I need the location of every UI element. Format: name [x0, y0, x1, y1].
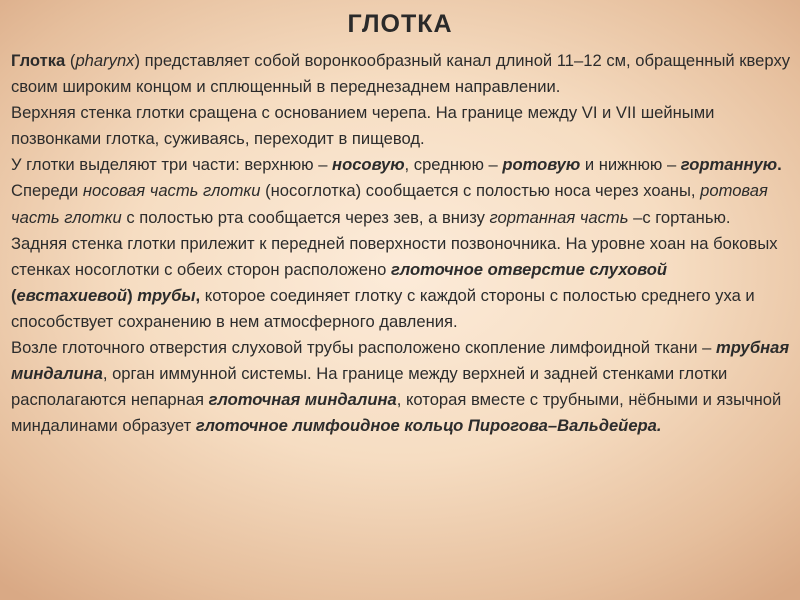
text-segment: Задняя стенка глотки прилежит к передней поверхности позвоночника. На уровне хоан на боковых стенках носоглотки с обеих сторон расположено	[11, 233, 778, 279]
text-segment: которое соединяет глотку с каждой стороны с полостью среднего уха и способствует сохранению в нем атмосферного давления.	[11, 285, 755, 331]
text-segment: Верхняя стенка глотки сращена с основанием черепа. На границе между VI и VII шейными позвонками глотка, суживаясь, переходит в пищевод.	[11, 103, 715, 149]
paragraph	[11, 335, 791, 439]
text-segment: .	[777, 155, 782, 175]
text-segment: ротовая часть глотки	[11, 181, 768, 227]
paragraph	[11, 100, 791, 152]
paragraph	[11, 231, 791, 335]
text-segment: евстахиевой	[16, 285, 128, 305]
text-segment: и нижнюю –	[580, 155, 681, 175]
text-segment: глоточная миндалина	[208, 390, 397, 410]
text-segment: , которая вместе с трубными, нёбными и язычной миндалинами образует	[11, 390, 782, 436]
text-segment: трубы	[137, 285, 196, 305]
text-segment: , орган иммунной системы. На границе между верхней и задней стенками глотки располагаются непарная	[11, 364, 728, 410]
text-segment: носовая часть глотки	[82, 181, 261, 201]
paragraph	[11, 48, 791, 100]
text-segment: Глотка	[11, 51, 66, 70]
text-segment: , среднюю –	[404, 155, 503, 175]
text-segment: трубная миндалина	[11, 338, 790, 384]
text-segment: Возле глоточного отверстия слуховой трубы расположено скопление лимфоидной ткани –	[11, 338, 716, 358]
text-segment: носовую	[332, 155, 405, 175]
paragraph	[11, 178, 791, 230]
text-segment: гортанную	[680, 155, 778, 175]
text-segment: ) представляет собой воронкообразный канал длиной 11–12 см, обращенный кверху своим широким концом и сплющенный в переднезаднем направлении.	[11, 51, 791, 97]
text-segment: ротовую	[502, 155, 581, 175]
text-segment: (носоглотка) сообщается с полостью носа через хоаны,	[260, 181, 701, 201]
text-segment: –с гортанью.	[628, 207, 731, 227]
text-segment: pharynx	[75, 51, 135, 70]
text-segment: глоточное отверстие слуховой	[391, 259, 668, 279]
text-segment: Спереди	[11, 181, 83, 201]
text-segment: гортанная часть	[489, 207, 629, 227]
text-segment: глоточное лимфоидное кольцо Пирогова–Вальдейера.	[195, 416, 662, 436]
slide-body	[11, 48, 791, 439]
text-segment: (	[11, 285, 17, 305]
slide-title: ГЛОТКА	[347, 10, 453, 38]
text-segment: (	[65, 51, 76, 70]
text-segment: ,	[195, 285, 201, 305]
text-segment: У глотки выделяют три части: верхнюю –	[11, 155, 333, 175]
paragraph	[11, 152, 791, 178]
text-segment: с полостью рта сообщается через зев, а внизу	[121, 207, 490, 227]
text-segment: )	[127, 285, 138, 305]
